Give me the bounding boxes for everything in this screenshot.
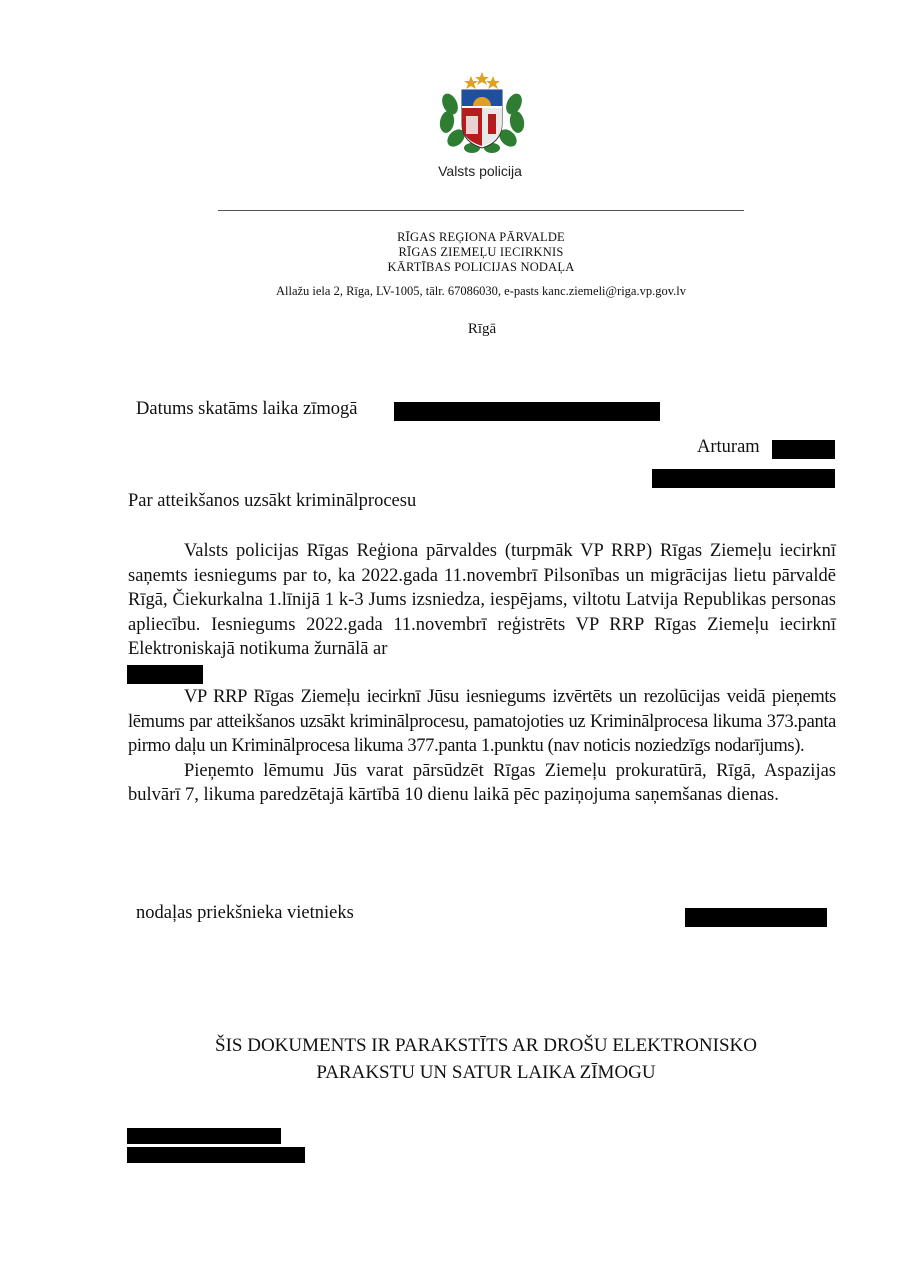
date-line: Datums skatāms laika zīmogā xyxy=(136,399,358,419)
department-line: KĀRTĪBAS POLICIJAS NODAĻA xyxy=(387,260,575,274)
contact-address: Allažu iela 2, Rīga, LV-1005, tālr. 67086030, e-pasts kanc.ziemeli@riga.vp.gov.lv xyxy=(275,284,687,298)
redaction-footer-1 xyxy=(127,1128,281,1144)
paragraph-1 xyxy=(128,539,836,662)
redaction-record-number xyxy=(127,665,203,684)
agency-name: Valsts policija xyxy=(438,163,522,179)
paragraph-2-3 xyxy=(128,685,836,808)
paragraph-text: Valsts policijas Rīgas Reģiona pārvaldes (turpmāk VP RRP) Rīgas Ziemeļu iecirknī saņemts iesniegums par to, ka 2022.gada 11.novembrī Pilsonības un migrācijas lietu pārvaldē Rīgā, Čiekurkalna 1.līnijā 1 k-3 Jums izsniedza, iespējams, viltotu Latvija Republikas personas apliecību. Iesniegums 2022.gada 11.novembrī reģistrēts VP RRP Rīgas Ziemeļu iecirknī Elektroniskajā notikuma žurnālā ar xyxy=(128,541,836,659)
signatory-title: nodaļas priekšnieka vietnieks xyxy=(136,903,354,923)
latvia-coat-of-arms-icon xyxy=(438,70,526,156)
recipient-name: Arturam xyxy=(697,437,760,457)
notice-line: PARAKSTU UN SATUR LAIKA ZĪMOGU xyxy=(316,1062,656,1083)
redaction-date xyxy=(394,402,660,421)
department-line: RĪGAS REĢIONA PĀRVALDE xyxy=(397,230,565,244)
redaction-signatory-name xyxy=(685,908,827,927)
redaction-recipient-surname xyxy=(772,440,835,459)
electronic-signature-notice xyxy=(126,1032,846,1086)
coat-of-arms-logo xyxy=(438,70,526,156)
notice-line: ŠIS DOKUMENTS IR PARAKSTĪTS AR DROŠU ELEKTRONISKO xyxy=(215,1035,757,1056)
header-divider xyxy=(218,210,744,211)
paragraph-text: VP RRP Rīgas Ziemeļu iecirknī Jūsu iesniegums izvērtēts un rezolūcijas veidā pieņemts lēmums par atteikšanos uzsākt kriminālprocesu, pamatojoties uz Kriminālprocesa likuma 373.panta pirmo daļu un Kriminālprocesa likuma 377.panta 1.punktu (nav noticis noziedzīgs nodarījums). xyxy=(128,687,836,756)
paragraph-text: Pieņemto lēmumu Jūs varat pārsūdzēt Rīgas Ziemeļu prokuratūrā, Rīgā, Aspazijas bulvārī 7, likuma paredzētajā kārtībā 10 dienu laikā pēc paziņojuma saņemšanas dienas. xyxy=(128,760,836,805)
department-block xyxy=(200,230,762,275)
redaction-recipient-address xyxy=(652,469,835,488)
city-name: Rīgā xyxy=(467,321,497,337)
department-line: RĪGAS ZIEMEĻU IECIRKNIS xyxy=(398,245,564,259)
redaction-footer-2 xyxy=(127,1147,305,1163)
subject-line: Par atteikšanos uzsākt kriminālprocesu xyxy=(128,491,417,511)
